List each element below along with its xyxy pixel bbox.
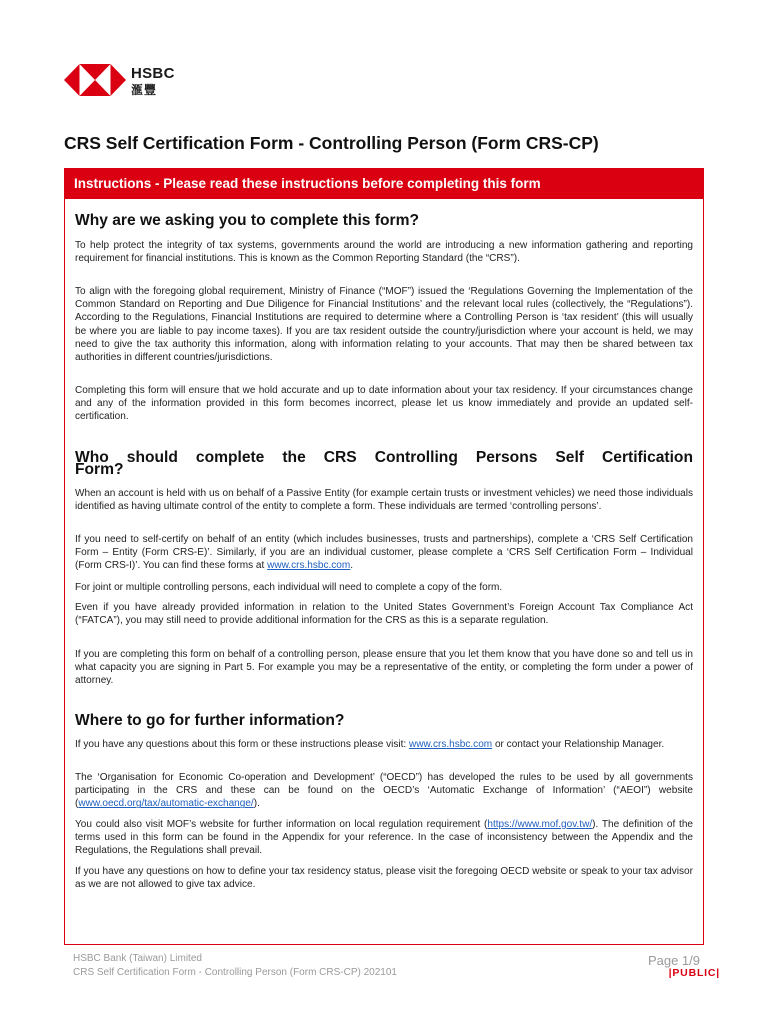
paragraph: Even if you have already provided information in relation to the United States Government’s Foreign Account Tax Compliance Act (“FATCA”), you may still need to provide additional information for the CRS as this is a separate regulation. [75,602,693,627]
paragraph: If you are completing this form on behalf of a controlling person, please ensure that you let them know that you have done so and tell us in what capacity you are signing in Part 5. For example you may be a representative of the entity, or completing the form under a power of attorney. [75,649,693,687]
paragraph: If you have any questions on how to define your tax residency status, please visit the foregoing OECD website or speak to your tax advisor as we are not allowed to give tax advice. [75,866,693,891]
section-heading-who-line2: Form? [75,461,124,478]
crs-website-link[interactable]: www.crs.hsbc.com [408,739,493,750]
paragraph: To help protect the integrity of tax systems, governments around the world are introducing a new information gathering and reporting requirement for financial institutions. This is known as the Common Reporting Standard (the “CRS”). [75,240,693,265]
instructions-header: Instructions - Please read these instructions before completing this form [65,169,703,199]
classification-label: |PUBLIC| [668,967,720,979]
instructions-box [64,168,704,945]
paragraph: To align with the foregoing global requirement, Ministry of Finance (“MOF”) issued the ‘Regulations Governing the Implementation of the Common Standard on Reporting and Due Diligence for Financial Institutions’ and the relevant local rules (collectively, the “Regulations”). According to the Regulations, Financial Institutions are required to determine where a Controlling Person is ‘tax resident’ (this will usually be where you are liable to pay income taxes). If you are tax resident outside the country/jurisdiction where your account is held, we may need to give the tax authority this information, along with information relating to your accounts. That may then be shared between tax authorities in different countries/jurisdictions. [75,286,693,364]
footer-company: HSBC Bank (Taiwan) Limited [73,953,202,964]
paragraph-text: You could also visit MOF’s website for further information on local regulation requirement ( [75,819,488,830]
section-heading-why: Why are we asking you to complete this form? [75,212,419,229]
paragraph-text: or contact your Relationship Manager. [492,739,665,750]
oecd-website-link[interactable]: www.oecd.org/tax/automatic-exchange/ [78,798,254,810]
paragraph-text: ). [253,798,260,810]
section-heading-who-line1: Who should complete the CRS Controlling Persons Self Certification [75,449,693,466]
paragraph: Completing this form will ensure that we hold accurate and up to date information about your tax residency. If your circumstances change and any of the information provided in this form becomes incorrect, please let us know immediately and provide an updated self-certification. [75,385,693,423]
paragraph-text: If you need to self-certify on behalf of an entity (which includes businesses, trusts and partnerships), complete a ‘CRS Self Certification Form – Entity (Form CRS-E)’. Similarly, if you are an individual customer, please complete a ‘CRS Self Certification Form – Individual (Form CRS-I)’. You can find these forms at [75,534,693,572]
paragraph [75,771,693,811]
page-title: CRS Self Certification Form - Controlling Person (Form CRS-CP) [64,133,599,153]
paragraph-text: If you have any questions about this form or these instructions please visit: [75,739,409,750]
paragraph: For joint or multiple controlling persons, each individual will need to complete a copy of the form. [75,582,503,593]
paragraph-text: ). The definition of the terms used in this form can be found in the Appendix for your reference. In the case of inconsistency between the Appendix and the Regulations, the Regulations shall prevail. [75,819,693,857]
footer-form-reference: CRS Self Certification Form - Controlling Person (Form CRS-CP) 202101 [73,967,397,978]
section-heading-further-info: Where to go for further information? [75,712,345,729]
paragraph [75,533,693,573]
paragraph: When an account is held with us on behalf of a Passive Entity (for example certain trusts or investment vehicles) we need those individuals identified as having ultimate control of the entity to complete a form. These individuals are termed ‘controlling persons’. [75,488,693,513]
footer-info [73,952,397,980]
paragraph-text: The ‘Organisation for Economic Co-operation and Development’ (“OECD”) has developed the rules to be used by all governments participating in the CRS and these can be found on the OECD’s ‘Automatic Exchange of Information’ (“AEOI”) website ( [75,772,693,810]
paragraph-text: . [350,560,354,572]
paragraph [75,738,693,751]
logo-wordmark: HSBC [131,65,175,82]
logo-wordmark-chinese: 滙豐 [131,83,158,97]
mof-website-link[interactable]: https://www.mof.gov.tw/ [487,819,593,830]
page-number: Page 1/9 [647,953,700,968]
hsbc-logo [64,64,184,98]
paragraph [75,818,693,858]
hsbc-hexagon-icon [64,64,126,96]
crs-website-link[interactable]: www.crs.hsbc.com [267,560,351,572]
